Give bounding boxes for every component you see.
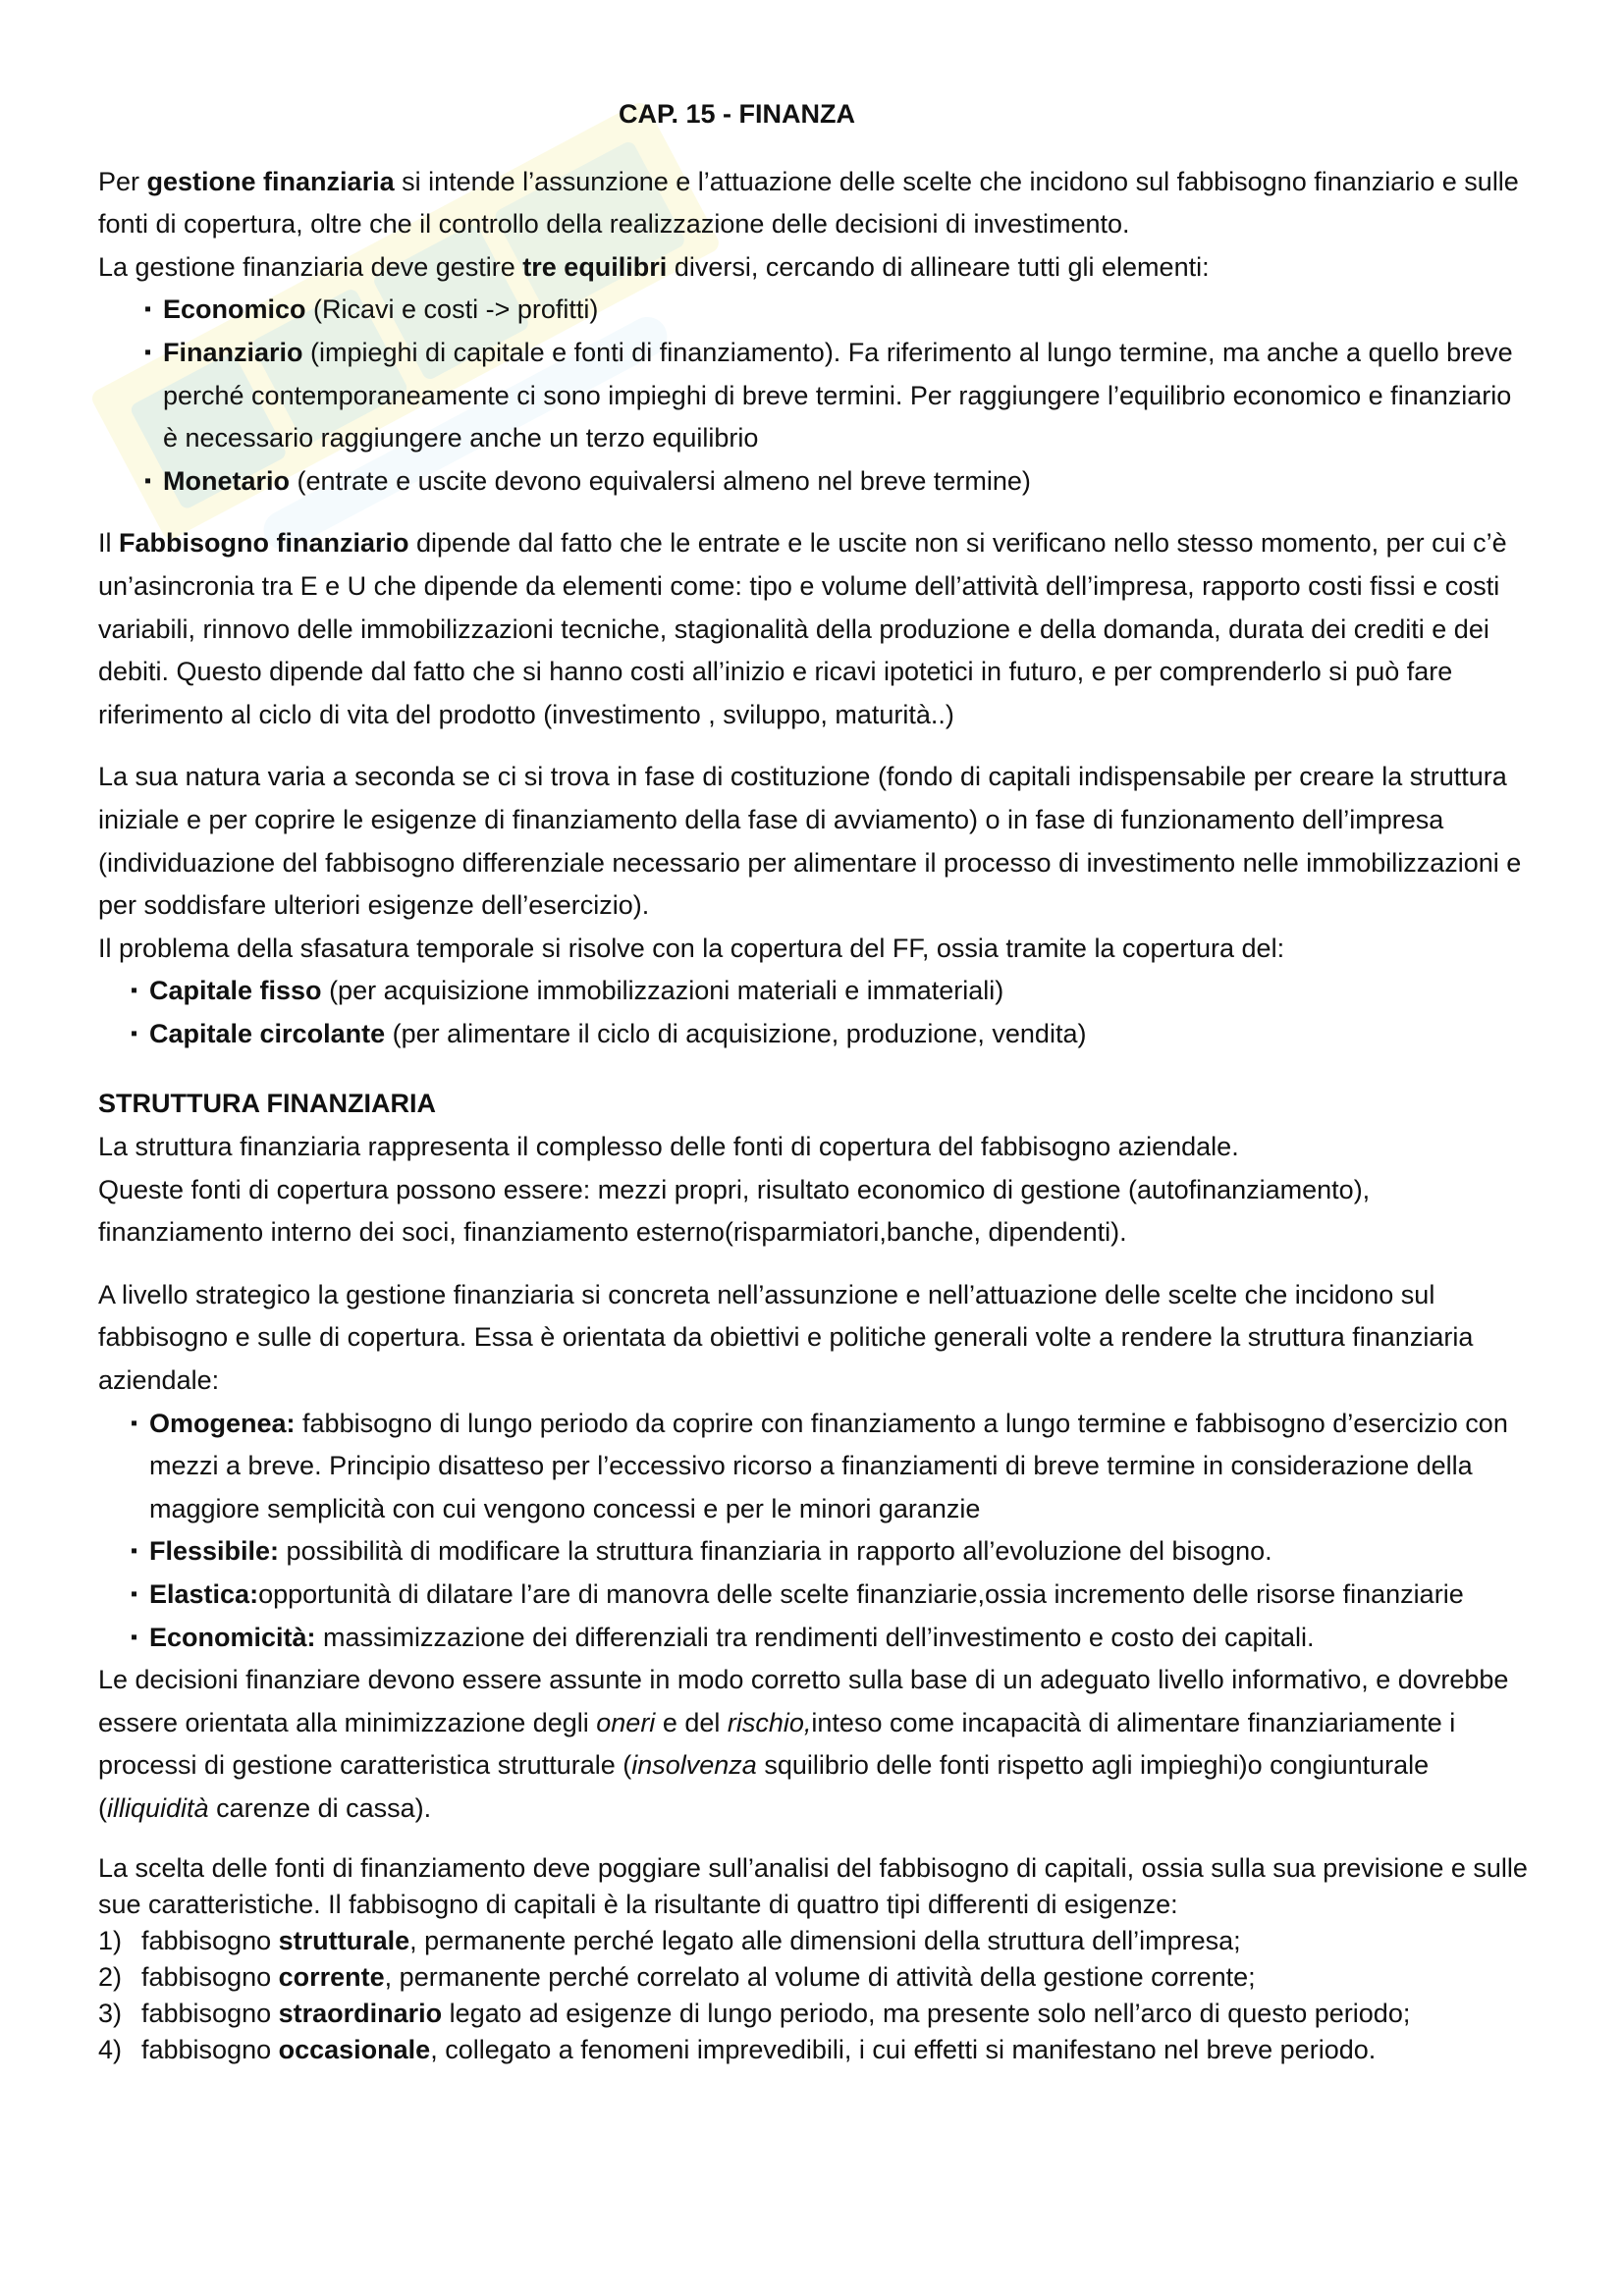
tipi-list xyxy=(98,1923,1532,2068)
equilibri-paragraph: La gestione finanziaria deve gestire tre equilibri diversi, cercando di allineare tutti gli elementi: xyxy=(98,251,1210,282)
strategico-paragraph: A livello strategico la gestione finanziaria si concreta nell’assunzione e nell’attuazione delle scelte che incidono sul fabbisogno e sulle di copertura. Essa è orientata da obiettivi e politiche generali volte a rendere la struttura finanziaria aziendale: xyxy=(98,1279,1474,1396)
list-item: ▪ Economicità: massimizzazione dei differenziali tra rendimenti dell’investimento e costo dei capitali. xyxy=(98,1617,1532,1660)
caratteristiche-list xyxy=(98,1403,1532,1660)
intro-paragraph: Per gestione finanziaria si intende l’assunzione e l’attuazione delle scelte che incidono sul fabbisogno finanziario e sulle fonti di copertura, oltre che il controllo della realizzazione delle decisioni di investimento. xyxy=(98,166,1519,240)
struttura-paragraph-1: La struttura finanziaria rappresenta il complesso delle fonti di copertura del fabbisogno aziendale. xyxy=(98,1132,1239,1162)
list-item: 1) fabbisogno strutturale, permanente perché legato alle dimensioni della struttura dell’impresa; xyxy=(98,1925,1241,1955)
list-item: ▪ Finanziario (impieghi di capitale e fonti di finanziamento). Fa riferimento al lungo termine, ma anche a quello breve perché contemporaneamente ci sono impieghi di breve termini. Per raggiungere l’equilibrio economico e finanziario è necessario raggiungere anche un terzo equilibrio xyxy=(98,332,1532,460)
decisioni-paragraph: Le decisioni finanziare devono essere assunte in modo corretto sulla base di un adeguato livello informativo, e dovrebbe essere orientata alla minimizzazione degli oneri e del rischio,inteso come incapacità di alimentare finanziariamente i processi di gestione caratteristica strutturale (insolvenza squilibrio delle fonti rispetto agli impieghi)o congiunturale (illiquidità carenze di cassa). xyxy=(98,1665,1509,1823)
list-item: ▪ Capitale fisso (per acquisizione immobilizzazioni materiali e immateriali) xyxy=(98,970,1532,1013)
scelta-paragraph: La scelta delle fonti di finanziamento deve poggiare sull’analisi del fabbisogno di capitali, ossia sulla sua previsione e sulle sue caratteristiche. Il fabbisogno di capitali è la risultante di quattro tipi differenti di esigenze: xyxy=(98,1852,1528,1919)
equilibri-list xyxy=(98,289,1532,503)
list-item: ▪ Economico (Ricavi e costi -> profitti) xyxy=(98,289,1532,332)
list-item: ▪ Flessibile: possibilità di modificare la struttura finanziaria in rapporto all’evoluzione del bisogno. xyxy=(98,1530,1532,1574)
document-body xyxy=(98,93,1532,2068)
list-item: 2) fabbisogno corrente, permanente perché correlato al volume di attività della gestione corrente; xyxy=(98,1961,1256,1992)
section-heading: STRUTTURA FINANZIARIA xyxy=(98,1089,436,1119)
capitali-list xyxy=(98,970,1532,1055)
natura-paragraph: La sua natura varia a seconda se ci si trova in fase di costituzione (fondo di capitali indispensabile per creare la struttura iniziale e per coprire le esigenze di finanziamento della fase di avviamento) o in fase di funzionamento dell’impresa (individuazione del fabbisogno differenziale necessario per alimentare il processo di investimento nelle immobilizzazioni e per soddisfare ulteriori esigenze dell’esercizio). xyxy=(98,762,1522,921)
page-title: CAP. 15 - FINANZA xyxy=(619,99,856,129)
list-item: 4) fabbisogno occasionale, collegato a fenomeni imprevedibili, i cui effetti si manifestano nel breve periodo. xyxy=(98,2034,1377,2064)
list-item: ▪ Capitale circolante (per alimentare il ciclo di acquisizione, produzione, vendita) xyxy=(98,1013,1532,1056)
sfasatura-paragraph: Il problema della sfasatura temporale si risolve con la copertura del FF, ossia tramite la copertura del: xyxy=(98,933,1285,963)
struttura-paragraph-2: Queste fonti di copertura possono essere: mezzi propri, risultato economico di gestione (autofinanziamento), finanziamento interno dei soci, finanziamento esterno(risparmiatori,banche, dipendenti). xyxy=(98,1174,1371,1248)
list-item: ▪ Elastica:opportunità di dilatare l’are di manovra delle scelte finanziarie,ossia incremento delle risorse finanziarie xyxy=(98,1574,1532,1617)
fabbisogno-paragraph: Il Fabbisogno finanziario dipende dal fatto che le entrate e le uscite non si verificano nello stesso momento, per cui c’è un’asincronia tra E e U che dipende da elementi come: tipo e volume dell’attività dell’impresa, rapporto costi fissi e costi variabili, rinnovo delle immobilizzazioni tecniche, stagionalità della produzione e della domanda, durata dei crediti e dei debiti. Questo dipende dal fatto che si hanno costi all’inizio e ricavi ipotetici in futuro, e per comprenderlo si può fare riferimento al ciclo di vita del prodotto (investimento , sviluppo, maturità..) xyxy=(98,528,1507,729)
list-item: ▪ Monetario (entrate e uscite devono equivalersi almeno nel breve termine) xyxy=(98,460,1532,504)
list-item: 3) fabbisogno straordinario legato ad esigenze di lungo periodo, ma presente solo nell’arco di questo periodo; xyxy=(98,1998,1411,2028)
list-item: ▪ Omogenea: fabbisogno di lungo periodo da coprire con finanziamento a lungo termine e fabbisogno d’esercizio con mezzi a breve. Principio disatteso per l’eccessivo ricorso a finanziamenti di breve termine in considerazione della maggiore semplicità con cui vengono concessi e per le minori garanzie xyxy=(98,1403,1532,1531)
